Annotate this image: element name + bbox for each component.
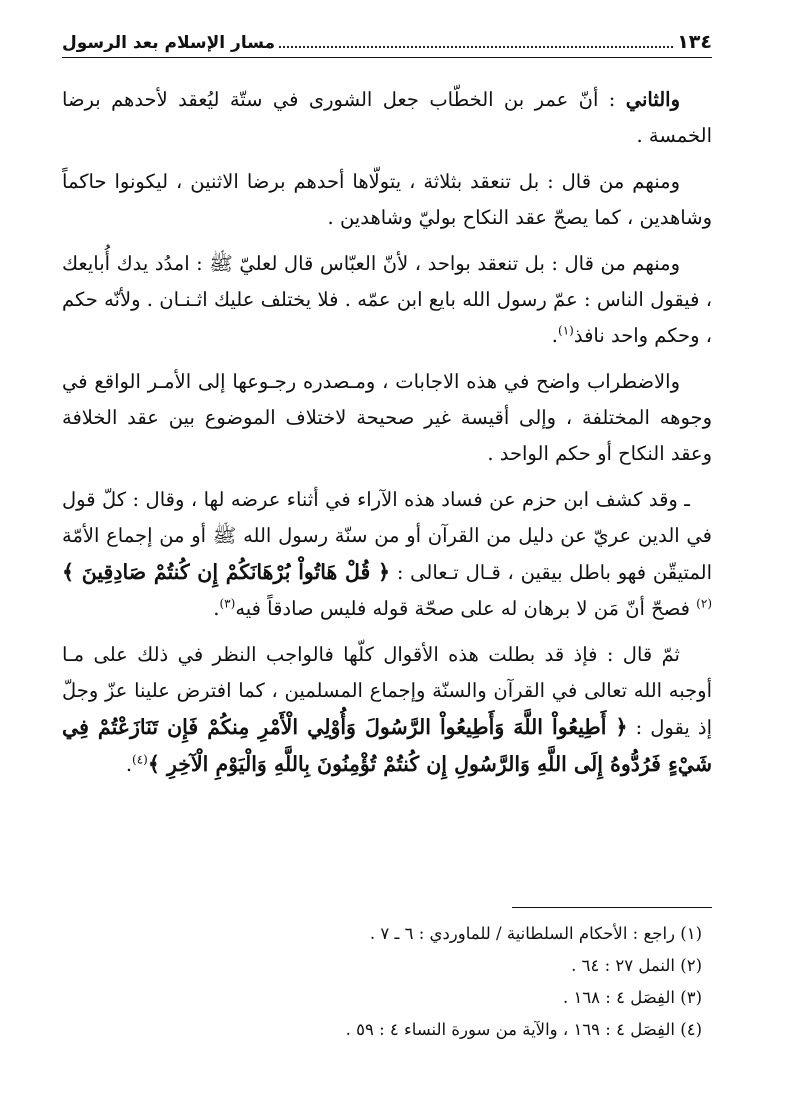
paragraph-4-text: والاضطراب واضح في هذه الاجابات ، ومـصدره رجـوعها إلى الأمـر الواقع في وجوهه المختلفة ، وإلى أقيسة غير صحيحة لاختلاف الموضوع بين عقد الخلافة وعقد النكاح أو حكم الواحد .: [62, 370, 712, 465]
paragraph-1-lead: والثاني: [625, 88, 681, 111]
paragraph-1-text: : أنّ عمر بن الخطّاب جعل الشورى في ستّة ليُعقد لأحدهم برضا الخمسة .: [62, 88, 712, 147]
header-dot-leader: [279, 45, 673, 48]
paragraph-5-text-b: فصحّ أنّ مَن لا برهان له على صحّة قوله فليس صادقاً فيه: [235, 597, 690, 620]
footnote-ref-3: (٣): [219, 596, 236, 611]
footnote-ref-2: (٢): [696, 596, 712, 611]
paragraph-6-text: ثمّ قال : فإذ قد بطلت هذه الأقوال كلّها فالواجب النظر في ذلك على مـا أوجبه الله تعالى في القرآن والسنّة وإجماع المسلمين ، كما افترض علينا عزّ وجلّ إذ يقول :: [62, 643, 712, 739]
footnotes: [62, 918, 712, 1046]
paragraph-5: [62, 482, 712, 627]
footnote-divider: [512, 907, 712, 908]
paragraph-5-text-a: ـ وقد كشف ابن حزم عن فساد هذه الآراء في أثناء عرضه لها ، وقال : كلّ قول في الدين عريّ عن دليل من القرآن أو من سنّة رسول الله ﷺ أو من إجماع الأمّة المتيقّن فهو باطل بيقين ، قـال تـعالى :: [62, 488, 713, 584]
paragraph-4: [62, 364, 712, 472]
footnote-3: (٣) الفِصَل ٤ : ١٦٨ .: [562, 988, 702, 1007]
paragraph-5-end: .: [213, 597, 220, 620]
paragraph-3-end: .: [551, 324, 558, 347]
paragraph-2: [62, 164, 712, 236]
body-text: [62, 82, 712, 793]
paragraph-3-text: ومنهم من قال : بل تنعقد بواحد ، لأنّ العبّاس قال لعليّ ﷺ : امدُد يدك أُبايعك ، فيقول الناس : عمّ رسول الله بايع ابن عمّه . فلا يختلف عليك اثـنـان . ولأنّه حكم ، وحكم واحد نافذ: [62, 252, 712, 347]
quran-verse-2: ﴿ أَطِيعُواْ اللَّهَ وَأَطِيعُواْ الرَّسُولَ وَأُوْلِي الْأَمْرِ مِنكُمْ فَإِن تَنَازَعْتُمْ فِي شَيْءٍ فَرُدُّوهُ إِلَى اللَّهِ وَالرَّسُولِ إِن كُنتُمْ تُؤْمِنُونَ بِاللَّهِ وَالْيَوْمِ الْآخِرِ ﴾: [62, 715, 712, 776]
footnote-ref-1: (١): [558, 323, 574, 338]
page-number: ١٣٤: [677, 31, 712, 53]
paragraph-3: [62, 246, 712, 354]
paragraph-6: [62, 637, 712, 783]
paragraph-2-text: ومنهم من قال : بل تنعقد بثلاثة ، يتولّاها أحدهم برضا الاثنين ، ليكونوا حاكماً وشاهدين ، كما يصحّ عقد النكاح بوليّ وشاهدين .: [62, 170, 712, 229]
running-title: مسار الإسلام بعد الرسول: [62, 33, 276, 53]
footnote-ref-4: (٤): [132, 752, 148, 767]
page-header: [62, 24, 712, 58]
quran-verse-1: ﴿ قُلْ هَاتُواْ بُرْهَانَكُمْ إِن كُنتُمْ صَادِقِينَ ﴾: [62, 560, 391, 584]
paragraph-1: [62, 82, 712, 154]
footnote-4: (٤) الفِصَل ٤ : ١٦٩ ، والآية من سورة النساء ٤ : ٥٩ .: [345, 1020, 702, 1039]
paragraph-6-end: .: [125, 753, 133, 776]
footnote-2: (٢) النمل ٢٧ : ٦٤ .: [571, 956, 702, 975]
footnote-1: (١) راجع : الأحكام السلطانية / للماوردي : ٦ ـ ٧ .: [369, 924, 702, 943]
